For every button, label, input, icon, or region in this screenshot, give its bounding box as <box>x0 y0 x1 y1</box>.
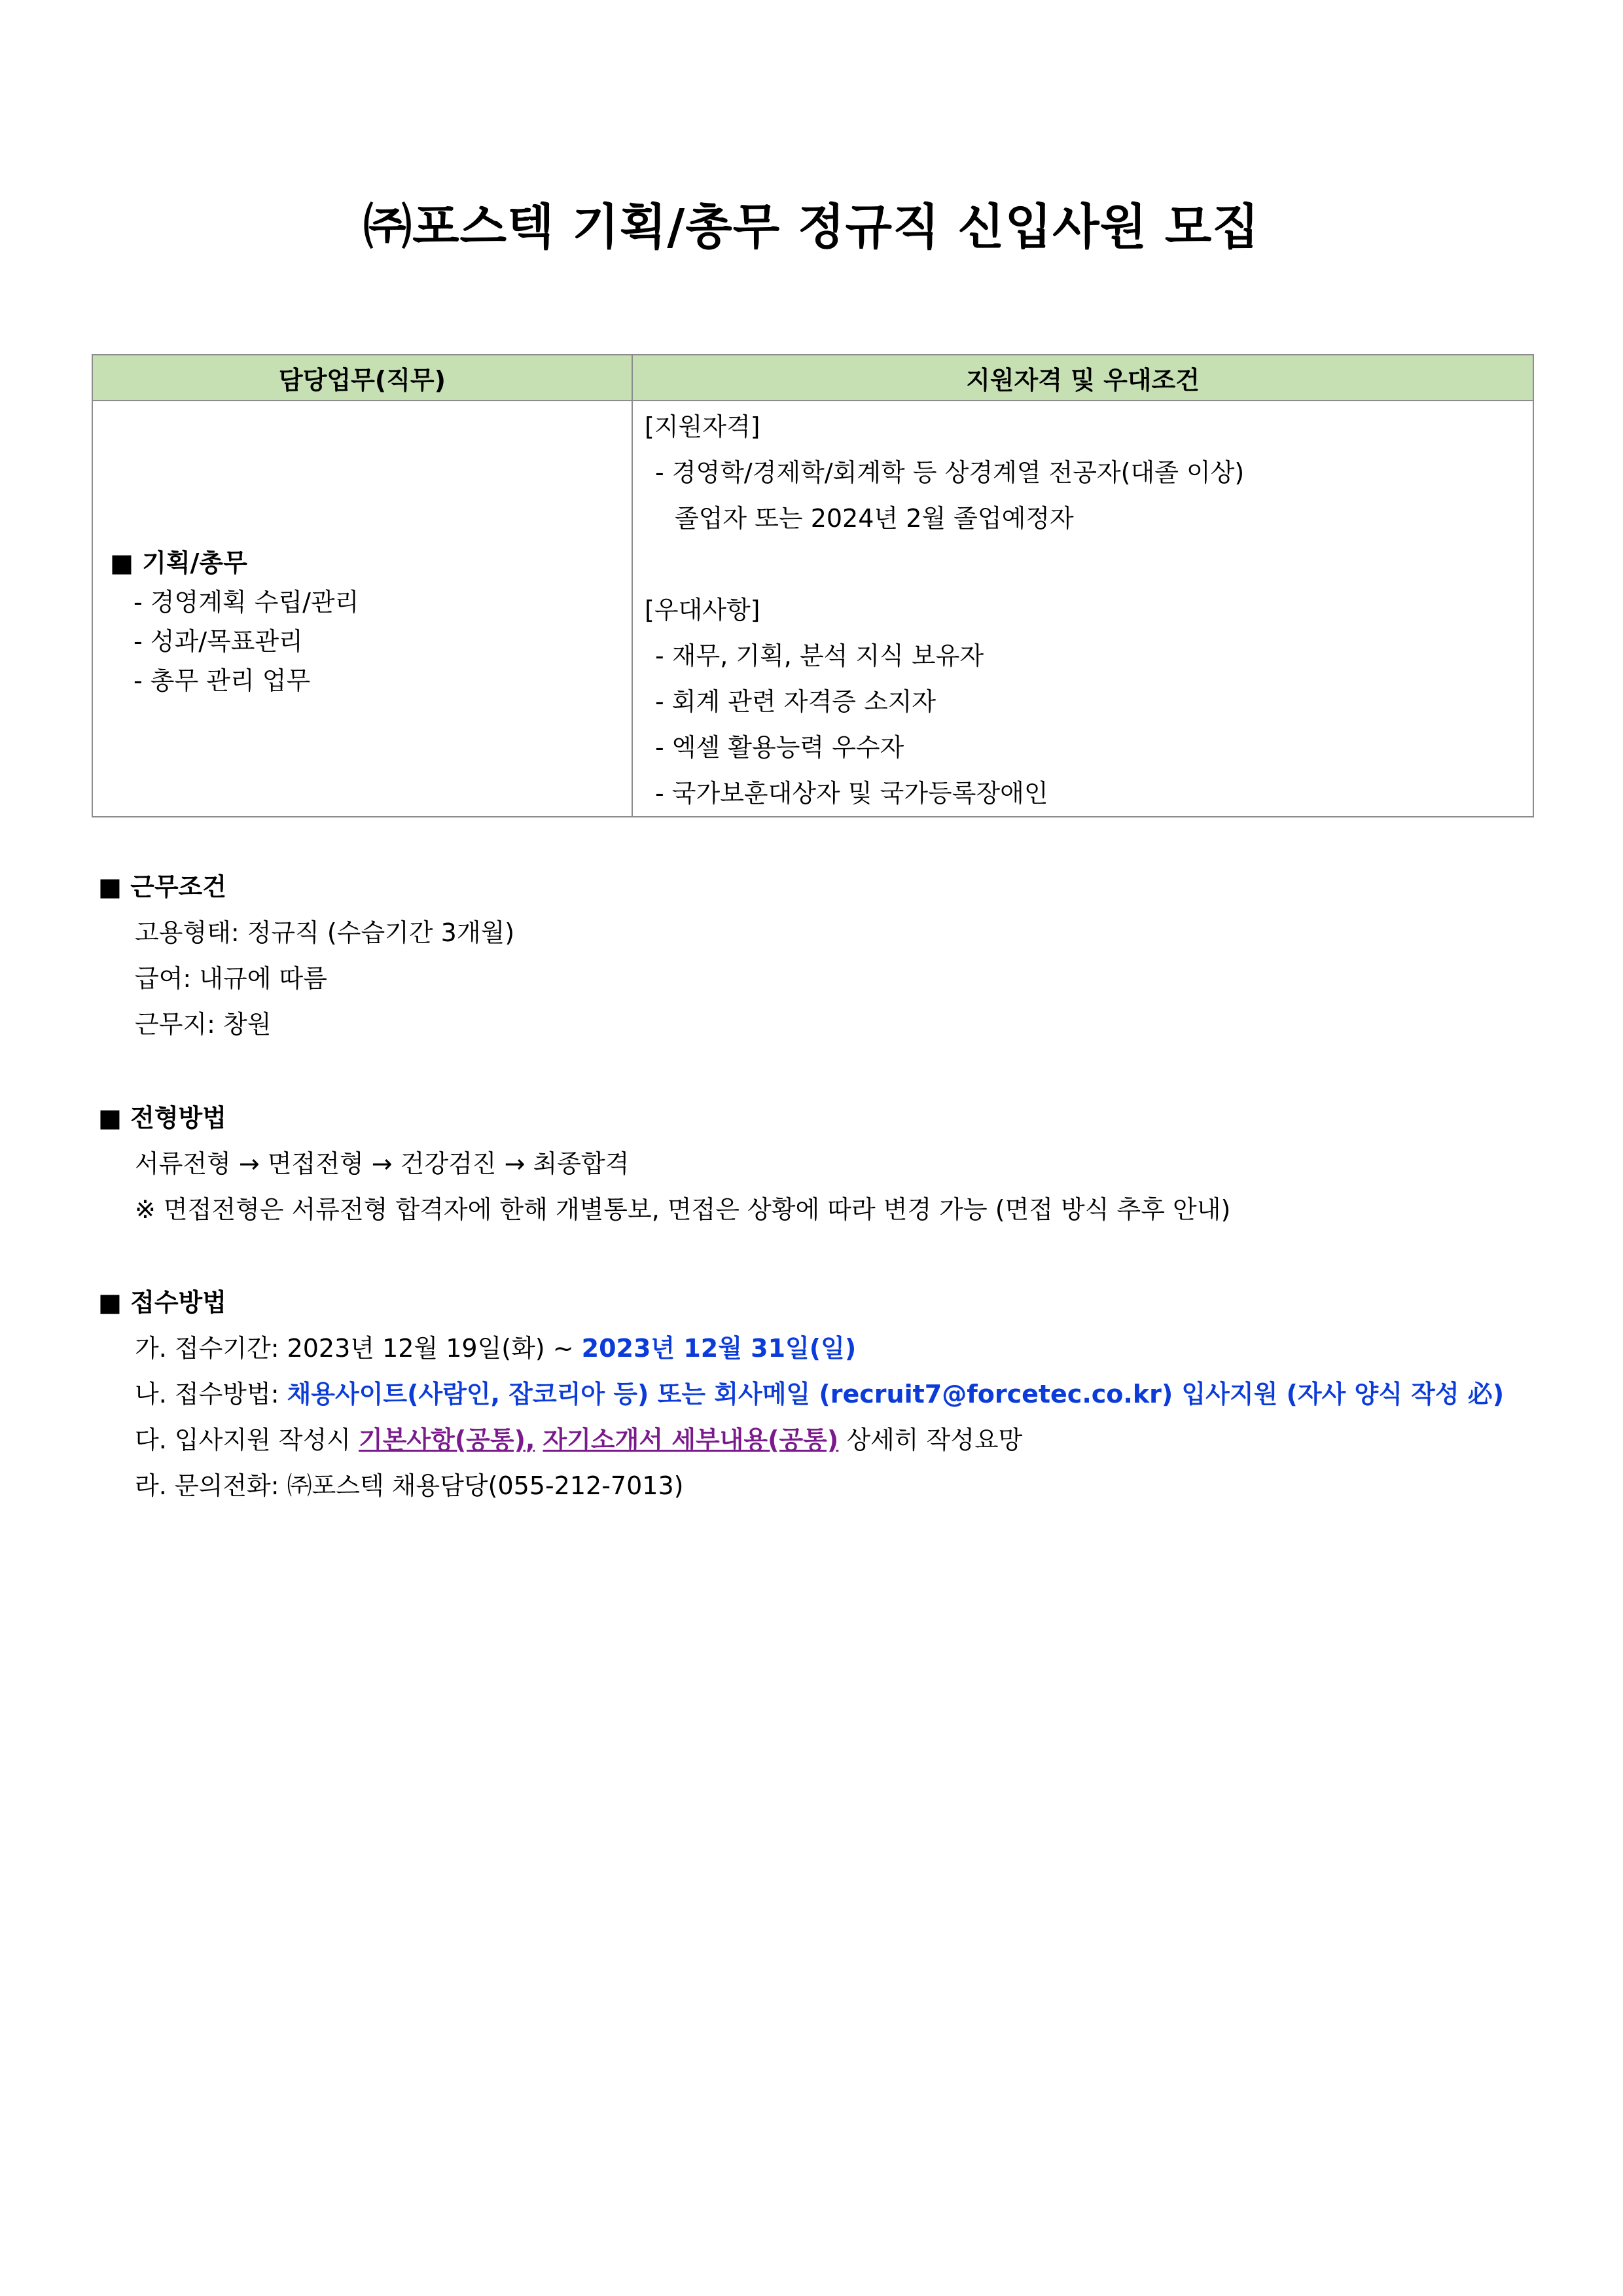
header-duties: 담당업무(직무) <box>92 355 632 401</box>
qualification-item: - 경영학/경제학/회계학 등 상경계열 전공자(대졸 이상) <box>655 458 1245 487</box>
period-end: 2023년 12월 31일(일) <box>581 1334 857 1363</box>
selection-heading: ■ 전형방법 <box>98 1103 226 1132</box>
application-section <box>98 1280 1571 1509</box>
application-method <box>98 1371 1571 1417</box>
self-intro-link[interactable]: 자기소개서 세부내용(공통) <box>543 1426 839 1454</box>
qualifications-cell <box>632 401 1533 817</box>
note-suffix: 상세히 작성요망 <box>838 1426 1023 1454</box>
note-separator: , <box>525 1426 535 1454</box>
method-prefix: 나. 접수방법: <box>135 1380 287 1408</box>
basic-info-link[interactable]: 기본사항(공통) <box>358 1426 526 1454</box>
preferred-item: - 재무, 기획, 분석 지식 보유자 <box>655 641 984 670</box>
method-value: 채용사이트(사람인, 잡코리아 등) 또는 회사메일 (recruit7@forcetec.co.kr) 입사지원 (자사 양식 작성 必) <box>287 1380 1505 1408</box>
work-conditions-section <box>98 864 1571 1047</box>
work-condition-line: 고용형태: 정규직 (수습기간 3개월) <box>135 918 515 947</box>
duty-item: - 성과/목표관리 <box>134 627 303 656</box>
preferred-item: - 엑셀 활용능력 우수자 <box>655 733 904 762</box>
duty-item: - 경영계획 수립/관리 <box>134 588 359 617</box>
preferred-item: - 국가보훈대상자 및 국가등록장애인 <box>655 779 1048 808</box>
qualifications-label: [지원자격] <box>645 412 760 441</box>
application-period <box>98 1325 1571 1371</box>
page-title: ㈜포스텍 기획/총무 정규직 신입사원 모집 <box>363 199 1260 255</box>
selection-note: ※ 면접전형은 서류전형 합격자에 한해 개별통보, 면접은 상황에 따라 변경 가능 (면접 방식 추후 안내) <box>135 1195 1231 1224</box>
note-prefix: 다. 입사지원 작성시 <box>135 1426 359 1454</box>
header-qualifications: 지원자격 및 우대조건 <box>632 355 1533 401</box>
work-conditions-heading: ■ 근무조건 <box>98 872 226 901</box>
table-header-row <box>92 355 1533 401</box>
selection-section <box>98 1095 1571 1232</box>
work-condition-line: 급여: 내규에 따름 <box>135 964 327 993</box>
application-heading: ■ 접수방법 <box>98 1288 226 1317</box>
application-note <box>98 1417 1571 1463</box>
preferred-item: - 회계 관련 자격증 소지자 <box>655 687 936 716</box>
duties-cell <box>92 401 632 817</box>
selection-line: 서류전형 → 면접전형 → 건강검진 → 최종합격 <box>135 1149 630 1178</box>
application-contact: 라. 문의전화: ㈜포스텍 채용담당(055-212-7013) <box>135 1471 684 1500</box>
job-table <box>92 354 1534 817</box>
qualification-item: 졸업자 또는 2024년 2월 졸업예정자 <box>675 504 1074 533</box>
preferred-label: [우대사항] <box>645 596 760 624</box>
table-row <box>92 401 1533 817</box>
duty-heading: ■ 기획/총무 <box>110 548 247 577</box>
period-prefix: 가. 접수기간: 2023년 12월 19일(화) ~ <box>135 1334 582 1363</box>
duty-item: - 총무 관리 업무 <box>134 666 311 695</box>
work-condition-line: 근무지: 창원 <box>135 1010 272 1039</box>
